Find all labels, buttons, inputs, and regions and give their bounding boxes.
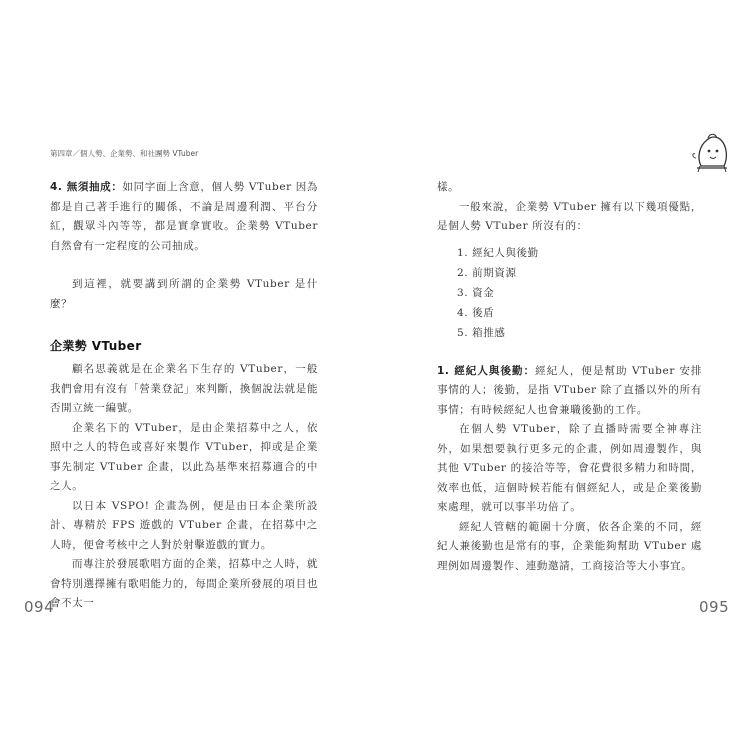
paragraph: 樣。: [437, 181, 460, 193]
paragraph-text: 如同字面上含意，個人勢 VTuber 因為都是自己著手進行的關係，不論是周邊利潤、平台分紅，觀眾斗內等等，都是實拿實收。企業勢 VTuber 自然會有一定程度的公司抽成。: [50, 181, 319, 252]
mascot-icon: [691, 130, 733, 174]
paragraph: 以日本 VSPO! 企畫為例，便是由日本企業所設計、專精於 FPS 遊戲的 VTuber 企畫，在招募中之人時，便會考核中之人對於射擊遊戲的實力。: [50, 499, 318, 551]
paragraph-lead: 1. 經紀人與後勤：: [437, 364, 536, 377]
paragraph: 在個人勢 VTuber，除了直播時需要全神專注外，如果想要執行更多元的企畫，例如周邊製作，與其他 VTuber 的接洽等等，會花費很多精力和時間，效率也低，這個時候若能有個經紀人，或是企業後勤來處理，就可以事半功倍了。: [437, 423, 702, 513]
paragraph-no-commission: [50, 178, 318, 256]
list-item: 4. 後盾: [457, 306, 495, 319]
left-page-body: [50, 178, 318, 614]
paragraph: 顧名思義就是在企業名下生存的 VTuber，一般我們會用有沒有「營業登記」來判斷，換個說法就是能否開立統一編號。: [50, 363, 318, 414]
paragraph-text: 經紀人，便是幫助 VTuber 安排事情的人；後勤，是指 VTuber 除了直播以外的所有事情；有時候經紀人也會兼職後勤的工作。: [437, 364, 702, 416]
list-item: 3. 資金: [457, 286, 495, 299]
paragraph-agent: [437, 362, 702, 421]
advantages-list: [437, 243, 702, 343]
list-item: 2. 前期資源: [457, 266, 517, 279]
section-heading: 企業勢 VTuber: [50, 339, 142, 353]
paragraph: 而專注於發展歌唱方面的企業，招募中之人時，就會特別選擇擁有歌唱能力的，每間企業所發展的項目也會不太一: [50, 558, 318, 609]
right-page-body: [437, 178, 702, 576]
paragraph-lead: 4. 無須抽成：: [50, 181, 123, 193]
paragraph: 經紀人管轄的範圍十分廣，依各企業的不同，經紀人兼後勤也是常有的事，企業能夠幫助 VTuber 處理例如周邊製作、連動邀請，工商接洽等大小事宜。: [437, 520, 702, 572]
paragraph: 企業名下的 VTuber，是由企業招募中之人，依照中之人的特色或喜好來製作 VTuber，抑或是企業事先制定 VTuber 企畫，以此為基準來招募適合的中之人。: [50, 421, 318, 492]
page-number-right: 095: [699, 598, 730, 616]
running-header: 第四章／個人勢、企業勢、和社團勢 VTuber: [50, 149, 199, 158]
page-number-left: 094: [24, 598, 55, 616]
paragraph: 一般來說，企業勢 VTuber 擁有以下幾項優點，是個人勢 VTuber 所沒有的：: [437, 200, 702, 232]
list-item: 1. 經紀人與後勤: [457, 246, 539, 259]
paragraph-transition: 到這裡，就要講到所謂的企業勢 VTuber 是什麼？: [50, 278, 318, 310]
list-item: 5. 箱推感: [457, 326, 506, 339]
